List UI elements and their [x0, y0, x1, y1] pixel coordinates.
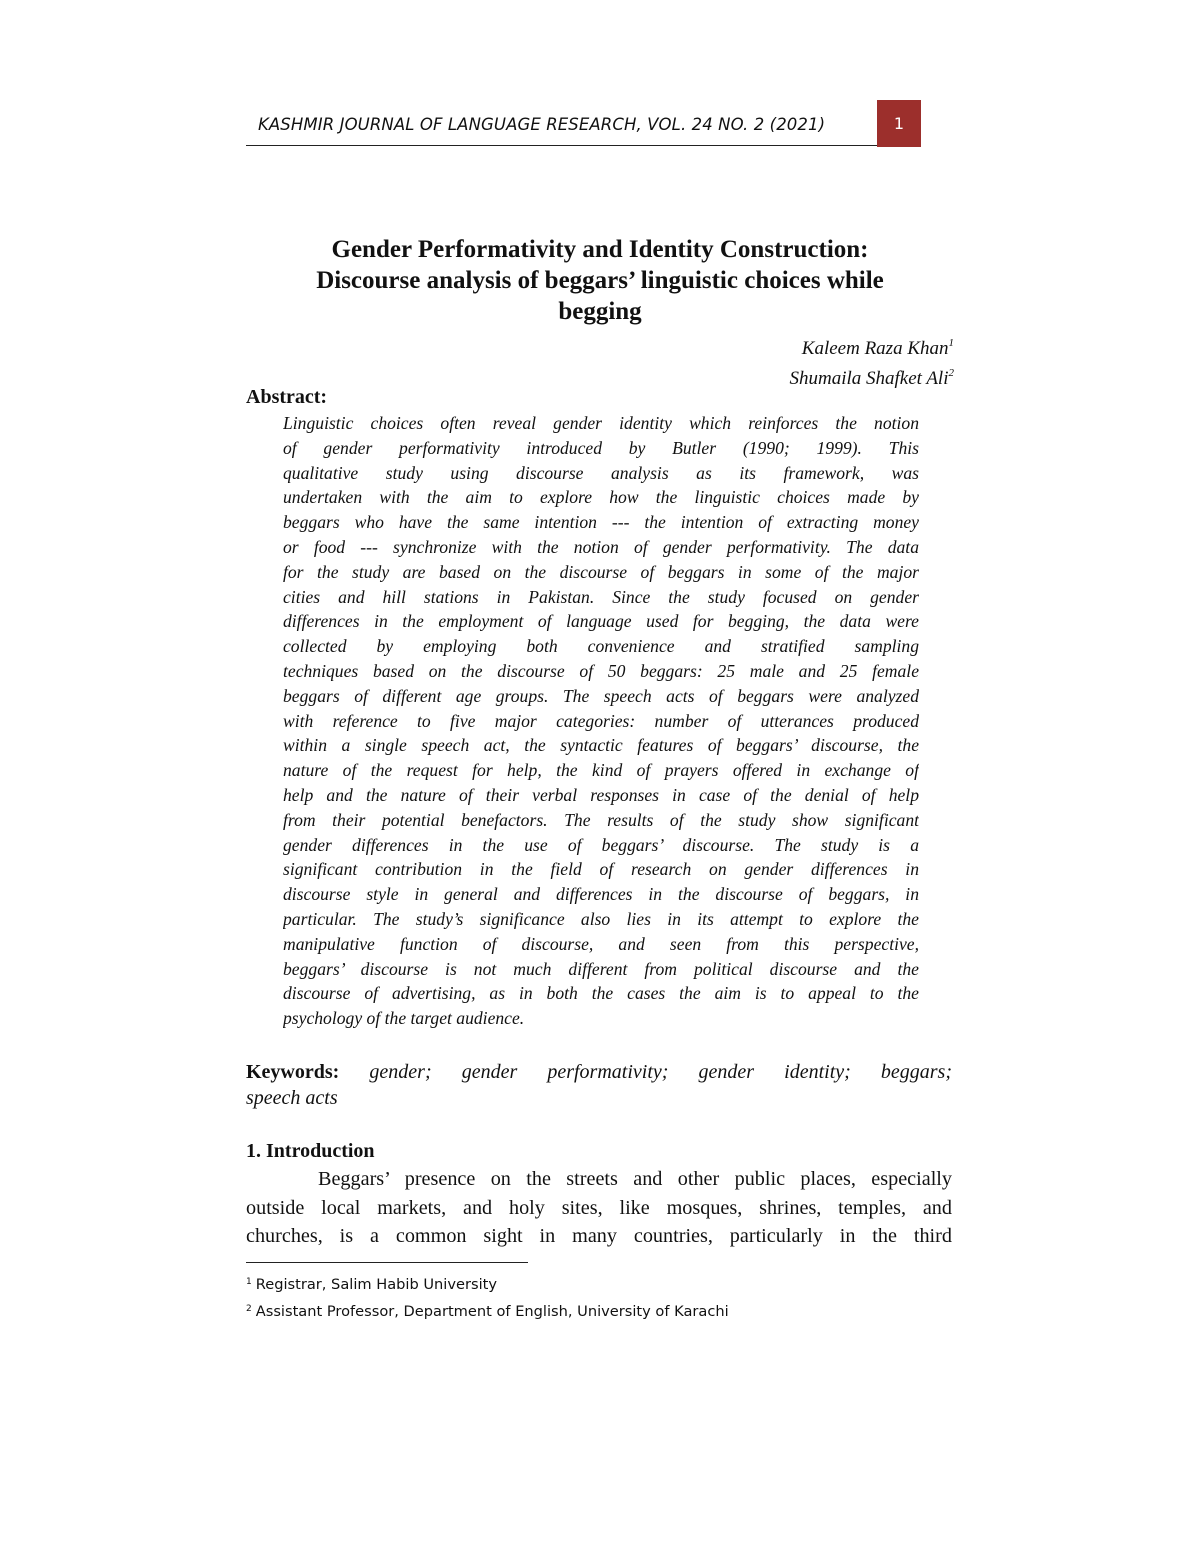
paper-title [246, 234, 954, 327]
keywords-text: gender; gender performativity; gender identity; beggars; [369, 1061, 952, 1083]
abstract-line: discourse of advertising, as in both the cases the aim is to appeal to the [283, 983, 919, 1004]
keywords [246, 1059, 952, 1111]
page-number-badge [877, 100, 921, 147]
abstract-line: for the study are based on the discourse of beggars in some of the major [283, 561, 919, 582]
footnote-mark: 2 [246, 1304, 252, 1314]
introduction-body [246, 1165, 952, 1251]
author-list [789, 331, 954, 391]
abstract-line: gender differences in the use of beggars’ discourse. The study is a [283, 834, 919, 855]
title-line-2: Discourse analysis of beggars’ linguistic choices while [316, 267, 884, 294]
page-number: 1 [893, 114, 905, 133]
abstract-line: differences in the employment of language used for begging, the data were [283, 611, 919, 632]
author [789, 331, 954, 361]
abstract-line: of gender performativity introduced by Butler (1990; 1999). This [283, 437, 919, 458]
abstract-line: techniques based on the discourse of 50 beggars: 25 male and 25 female [283, 660, 919, 681]
abstract-line: Linguistic choices often reveal gender identity which reinforces the notion [283, 413, 919, 433]
abstract-line: within a single speech act, the syntactic features of beggars’ discourse, the [283, 735, 919, 756]
introduction-line: outside local markets, and holy sites, like mosques, shrines, temples, and [246, 1196, 952, 1219]
footnote [246, 1270, 729, 1297]
abstract-heading: Abstract: [246, 386, 328, 408]
footnote-text: Assistant Professor, Department of English, University of Karachi [255, 1303, 729, 1320]
abstract-body [283, 411, 919, 1031]
footnote-mark: 1 [246, 1277, 252, 1287]
abstract-line: qualitative study using discourse analysis as its framework, was [283, 462, 919, 483]
introduction-line: churches, is a common sight in many countries, particularly in the third [246, 1225, 952, 1248]
author-name: Kaleem Raza Khan [801, 338, 949, 359]
introduction-heading: 1. Introduction [246, 1140, 375, 1162]
title-line-1: Gender Performativity and Identity Construction: [331, 236, 869, 263]
footnote-rule [246, 1262, 528, 1263]
author-name: Shumaila Shafket Ali [789, 368, 949, 389]
abstract-line: psychology of the target audience. [283, 1008, 525, 1029]
abstract-line: beggars of different age groups. The speech acts of beggars were analyzed [283, 685, 919, 706]
author [789, 361, 954, 391]
footnote [246, 1297, 729, 1324]
footnote-text: Registrar, Salim Habib University [255, 1276, 497, 1293]
abstract-line: particular. The study’s significance also lies in its attempt to explore the [283, 908, 919, 929]
keywords-label: Keywords: [246, 1061, 340, 1083]
author-footnote-mark: 1 [948, 337, 954, 349]
abstract-line: cities and hill stations in Pakistan. Since the study focused on gender [283, 586, 919, 607]
abstract-line: help and the nature of their verbal responses in case of the denial of help [283, 784, 919, 805]
author-footnote-mark: 2 [948, 367, 954, 379]
abstract-line: discourse style in general and differences in the discourse of beggars, in [283, 884, 919, 905]
introduction-line: Beggars’ presence on the streets and other public places, especially [318, 1168, 952, 1190]
footnotes [246, 1270, 729, 1324]
abstract-line: beggars who have the same intention --- the intention of extracting money [283, 512, 919, 533]
title-line-3: begging [558, 298, 642, 325]
abstract-line: with reference to five major categories: number of utterances produced [283, 710, 919, 731]
abstract-line: beggars’ discourse is not much different from political discourse and the [283, 958, 919, 979]
header-rule [246, 145, 877, 146]
abstract-line: manipulative function of discourse, and seen from this perspective, [283, 933, 919, 954]
abstract-line: or food --- synchronize with the notion of gender performativity. The data [283, 536, 919, 557]
abstract-line: significant contribution in the field of research on gender differences in [283, 859, 919, 880]
keywords-line [246, 1059, 952, 1085]
abstract-line: from their potential benefactors. The results of the study show significant [283, 809, 919, 830]
journal-name: KASHMIR JOURNAL OF LANGUAGE RESEARCH, VOL. 24 NO. 2 (2021) [258, 115, 826, 134]
abstract-line: collected by employing both convenience and stratified sampling [283, 636, 919, 657]
keywords-line: speech acts [246, 1087, 338, 1109]
abstract-line: nature of the request for help, the kind of prayers offered in exchange of [283, 760, 919, 781]
abstract-line: undertaken with the aim to explore how the linguistic choices made by [283, 487, 919, 508]
running-header [246, 100, 921, 146]
